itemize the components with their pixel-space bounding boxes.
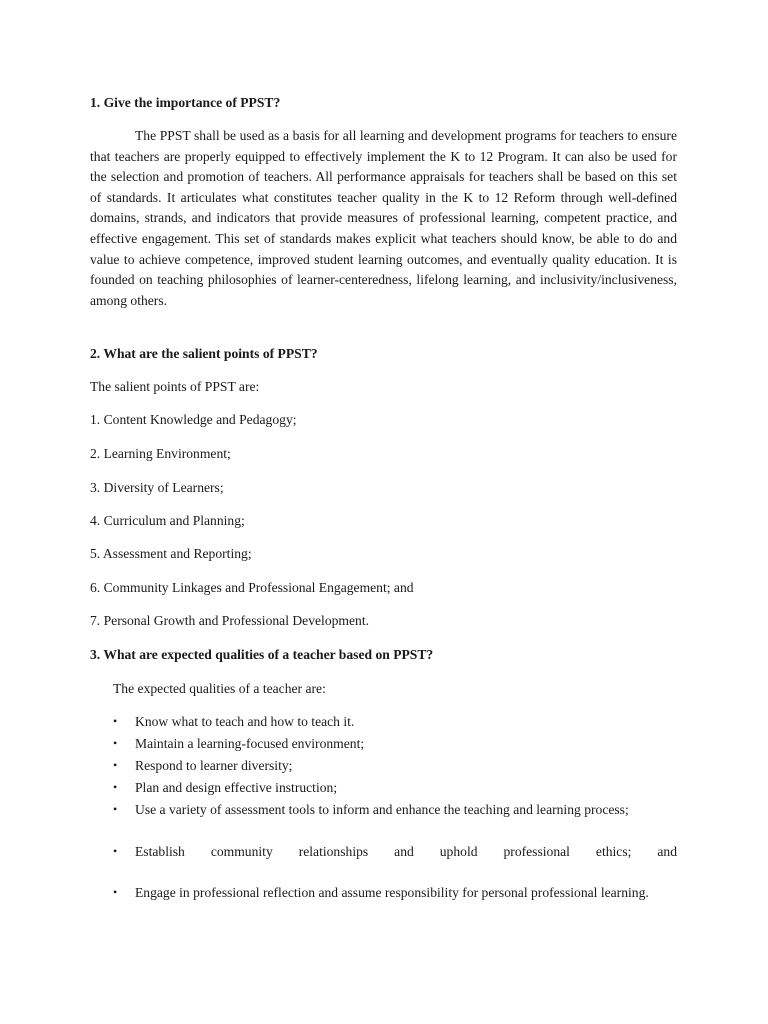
bullet-icon: • (113, 736, 118, 750)
quality-text: Plan and design effective instruction; (135, 780, 338, 795)
quality-bullet-item (113, 882, 677, 903)
bullet-icon: • (113, 802, 118, 816)
bullet-icon: • (113, 844, 118, 858)
bullet-icon: • (113, 758, 118, 772)
question-1-paragraph: The PPST shall be used as a basis for all learning and development programs for teachers to ensure that teachers are properly equipped to effectively implement the K to 12 Program. It can also be used for the selection and promotion of teachers. All performance appraisals for teachers shall be based on this set of standards. It articulates what constitutes teacher quality in the K to 12 Reform through well-defined domains, strands, and indicators that provide measures of professional learning, competent practice, and effective engagement. This set of standards makes explicit what teachers should know, be able to do and value to achieve competence, improved student learning outcomes, and eventually quality education. It is founded on teaching philosophies of learner-centeredness, lifelong learning, and inclusivity/inclusiveness, among others. (90, 128, 677, 308)
quality-text: Use a variety of assessment tools to inform and enhance the teaching and learning process; (135, 802, 629, 817)
bullet-icon: • (113, 780, 118, 794)
quality-bullet-item (113, 777, 677, 798)
quality-text: Respond to learner diversity; (135, 758, 293, 773)
salient-point-item: 3. Diversity of Learners; (90, 480, 224, 495)
question-2-heading: 2. What are the salient points of PPST? (90, 346, 318, 361)
quality-text: Establish community relationships and uphold professional ethics; and (135, 844, 677, 859)
quality-bullet-item (113, 711, 677, 732)
salient-point-item: 2. Learning Environment; (90, 446, 231, 461)
quality-bullet-item (113, 733, 677, 754)
expected-qualities-intro: The expected qualities of a teacher are: (113, 681, 326, 696)
quality-bullet-item (113, 841, 677, 862)
salient-points-intro: The salient points of PPST are: (90, 379, 260, 394)
bullet-icon: • (113, 885, 118, 899)
quality-text: Engage in professional reflection and assume responsibility for personal professional learning. (135, 885, 649, 900)
question-3-heading: 3. What are expected qualities of a teacher based on PPST? (90, 647, 434, 662)
salient-point-item: 7. Personal Growth and Professional Development. (90, 613, 369, 628)
question-1-heading: 1. Give the importance of PPST? (90, 95, 281, 110)
quality-bullet-item (113, 799, 677, 820)
salient-point-item: 4. Curriculum and Planning; (90, 513, 245, 528)
bullet-icon: • (113, 714, 118, 728)
quality-text: Know what to teach and how to teach it. (135, 714, 355, 729)
salient-point-item: 6. Community Linkages and Professional Engagement; and (90, 580, 414, 595)
quality-bullet-item (113, 755, 677, 776)
salient-point-item: 1. Content Knowledge and Pedagogy; (90, 412, 297, 427)
salient-point-item: 5. Assessment and Reporting; (90, 546, 252, 561)
quality-text: Maintain a learning-focused environment; (135, 736, 365, 751)
